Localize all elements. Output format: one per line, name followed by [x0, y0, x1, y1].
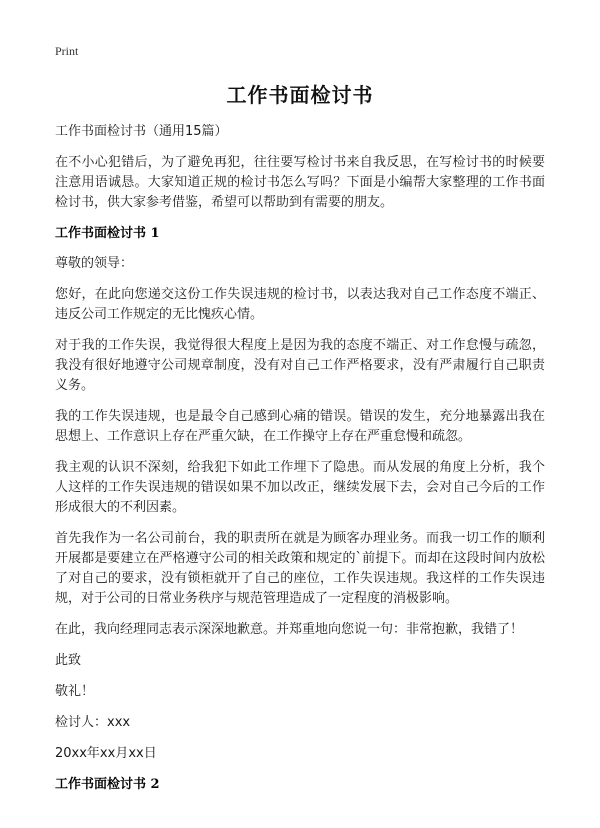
body-paragraph: 对于我的工作失误，我觉得很大程度上是因为我的态度不端正、对工作怠慢与疏忽，我没有很好地遵守公司规章制度，没有对自己工作严格要求，没有严肃履行自己职责义务。	[55, 338, 545, 393]
subtitle-paragraph: 工作书面检讨书（通用15篇）	[55, 124, 228, 139]
closing-line: 此致	[55, 653, 82, 668]
salutation: 尊敬的领导：	[55, 256, 134, 271]
document-content	[55, 122, 545, 805]
signature-line: 检讨人：xxx	[55, 715, 131, 730]
document-title: 工作书面检讨书	[226, 83, 374, 107]
date-line: 20xx年xx月xx日	[55, 746, 157, 761]
section-heading-2: 工作书面检讨书 2	[55, 777, 160, 792]
closing-line: 敬礼！	[55, 684, 95, 699]
intro-paragraph: 在不小心犯错后，为了避免再犯，往往要写检讨书来自我反思，在写检讨书的时候要注意用语诚恳。大家知道正规的检讨书怎么写吗？下面是小编帮大家整理的工作书面检讨书，供大家参考借鉴，希望可以帮助到有需要的朋友。	[55, 155, 545, 210]
print-label: Print	[55, 44, 79, 58]
body-paragraph: 我的工作失误违规，也是最令自己感到心痛的错误。错误的发生，充分地暴露出我在思想上、工作意识上存在严重欠缺，在工作操守上存在严重怠慢和疏忽。	[55, 409, 545, 444]
section-heading-1: 工作书面检讨书 1	[55, 226, 160, 241]
body-paragraph: 在此，我向经理同志表示深深地歉意。并郑重地向您说一句：非常抱歉，我错了！	[55, 622, 524, 637]
body-paragraph: 首先我作为一名公司前台，我的职责所在就是为顾客办理业务。而我一切工作的顺利开展都是要建立在严格遵守公司的相关政策和规定的`前提下。而却在这段时间内放松了对自己的要求，没有锁柜就开了自己的座位，工作失误违规。我这样的工作失误违规，对于公司的日常业务秩序与规范管理造成了一定程度的消极影响。	[55, 531, 545, 606]
body-paragraph: 我主观的认识不深刻，给我犯下如此工作埋下了隐患。而从发展的角度上分析，我个人这样的工作失误违规的错误如果不加以改正，继续发展下去，会对自己今后的工作形成很大的不利因素。	[55, 460, 545, 515]
body-paragraph: 您好，在此向您递交这份工作失误违规的检讨书，以表达我对自己工作态度不端正、违反公司工作规定的无比愧疚心情。	[55, 287, 545, 322]
